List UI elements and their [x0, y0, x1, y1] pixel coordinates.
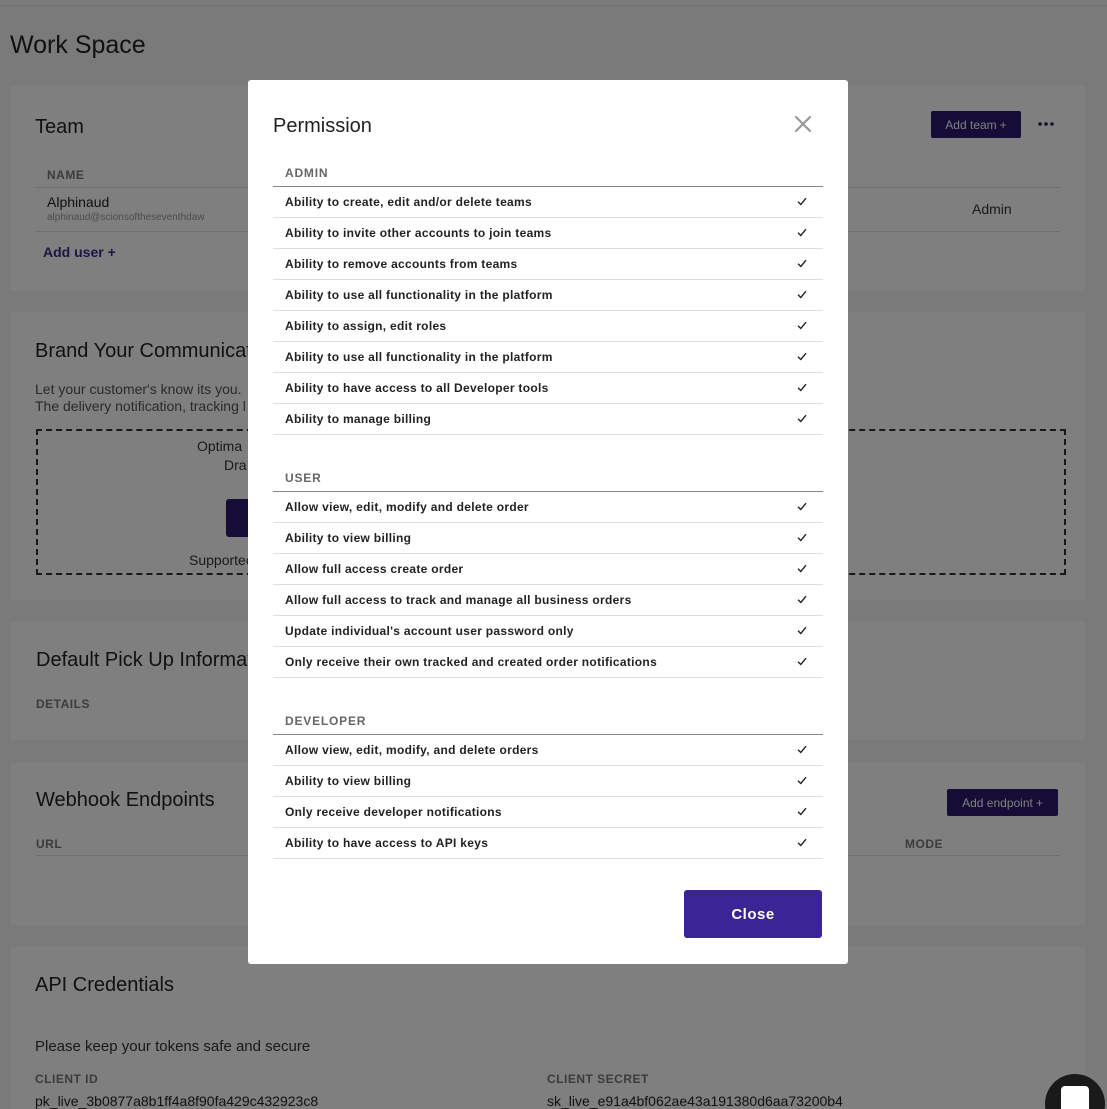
check-icon	[797, 195, 807, 209]
permission-label: Only receive developer notifications	[285, 805, 502, 819]
permission-label: Update individual's account user password only	[285, 624, 574, 638]
check-icon	[797, 531, 807, 545]
permission-label: Ability to remove accounts from teams	[285, 257, 518, 271]
section-label: USER	[273, 465, 823, 492]
section-label: DEVELOPER	[273, 708, 823, 735]
permission-row	[273, 766, 823, 797]
check-icon	[797, 381, 807, 395]
check-icon	[797, 836, 807, 850]
permission-row	[273, 735, 823, 766]
permission-label: Allow full access create order	[285, 562, 464, 576]
permission-row	[273, 373, 823, 404]
chat-icon	[1061, 1086, 1089, 1109]
check-icon	[797, 593, 807, 607]
permission-label: Only receive their own tracked and created order notifications	[285, 655, 658, 669]
close-button[interactable]: Close	[684, 890, 822, 938]
permission-label: Ability to use all functionality in the platform	[285, 288, 553, 302]
permission-label: Ability to invite other accounts to join teams	[285, 226, 552, 240]
permission-row	[273, 249, 823, 280]
check-icon	[797, 774, 807, 788]
check-icon	[797, 288, 807, 302]
permission-row	[273, 492, 823, 523]
check-icon	[797, 350, 807, 364]
permission-row	[273, 404, 823, 435]
check-icon	[797, 562, 807, 576]
permission-row	[273, 523, 823, 554]
permission-label: Ability to use all functionality in the platform	[285, 350, 553, 364]
developer-permissions	[273, 708, 823, 859]
permission-row	[273, 585, 823, 616]
permission-label: Ability to create, edit and/or delete teams	[285, 195, 532, 209]
permission-row	[273, 797, 823, 828]
permission-label: Ability to view billing	[285, 531, 412, 545]
check-icon	[797, 412, 807, 426]
permission-row	[273, 218, 823, 249]
check-icon	[797, 805, 807, 819]
permission-label: Allow view, edit, modify, and delete orders	[285, 743, 539, 757]
permission-label: Ability to have access to API keys	[285, 836, 489, 850]
permission-row	[273, 311, 823, 342]
permission-label: Ability to view billing	[285, 774, 412, 788]
permission-label: Ability to assign, edit roles	[285, 319, 447, 333]
permission-row	[273, 280, 823, 311]
permission-row	[273, 828, 823, 859]
permission-row	[273, 187, 823, 218]
permission-modal	[248, 80, 848, 964]
check-icon	[797, 655, 807, 669]
check-icon	[797, 226, 807, 240]
check-icon	[797, 500, 807, 514]
user-permissions	[273, 465, 823, 678]
check-icon	[797, 624, 807, 638]
permission-row	[273, 554, 823, 585]
permission-row	[273, 342, 823, 373]
section-label: ADMIN	[273, 160, 823, 187]
check-icon	[797, 257, 807, 271]
permission-label: Allow full access to track and manage all business orders	[285, 593, 632, 607]
permission-label: Ability to have access to all Developer tools	[285, 381, 549, 395]
permission-row	[273, 647, 823, 678]
permission-label: Ability to manage billing	[285, 412, 432, 426]
check-icon	[797, 743, 807, 757]
modal-title: Permission	[273, 115, 372, 137]
permission-label: Allow view, edit, modify and delete order	[285, 500, 529, 514]
close-icon[interactable]	[791, 112, 815, 136]
admin-permissions	[273, 160, 823, 435]
permission-row	[273, 616, 823, 647]
check-icon	[797, 319, 807, 333]
